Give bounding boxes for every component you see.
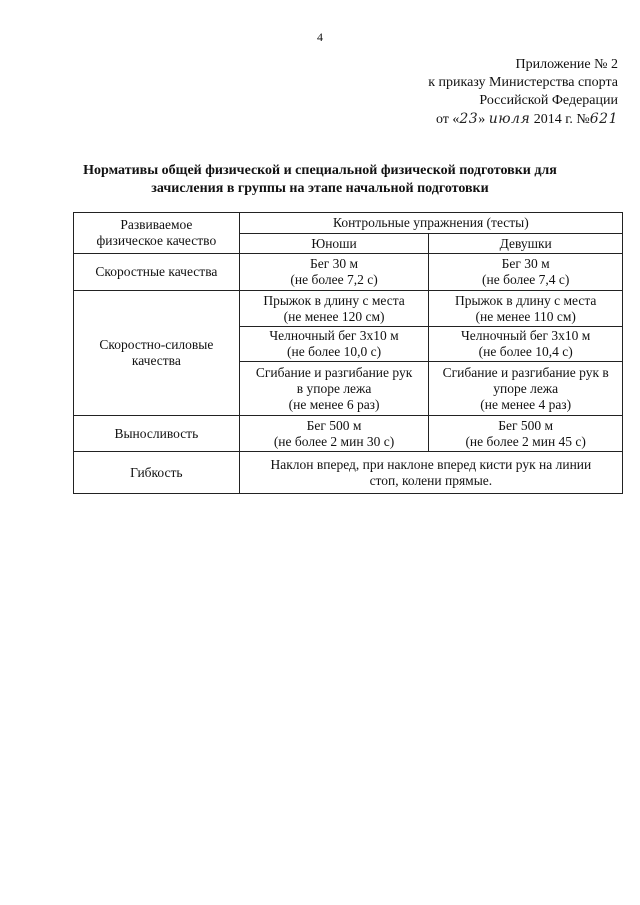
jump-boys — [239, 291, 429, 327]
quality-flexibility: Гибкость — [74, 452, 240, 494]
appendix-line-3: Российской Федерации — [479, 93, 618, 108]
header-quality-line-1: Развиваемое — [120, 217, 193, 232]
norms-table — [73, 212, 623, 494]
header-boys: Юноши — [239, 234, 429, 254]
date-month-handwritten: июля — [488, 111, 531, 127]
table-header-row — [74, 213, 623, 234]
cell-line: Бег 500 м — [306, 417, 362, 433]
table-row — [74, 416, 623, 452]
header-quality — [74, 213, 240, 254]
cell-line: Скоростно-силовые — [99, 337, 214, 352]
appendix-line-2: к приказу Министерства спорта — [428, 75, 618, 90]
appendix-header — [428, 56, 618, 129]
cell-line: (не более 7,4 с) — [482, 272, 570, 287]
cell-line: Прыжок в длину с места — [454, 292, 597, 308]
table-row — [74, 291, 623, 327]
cell-line: стоп, колени прямые. — [369, 472, 493, 488]
pushup-boys — [239, 362, 429, 416]
cell-line: Прыжок в длину с места — [263, 292, 405, 308]
page-number: 4 — [317, 30, 323, 44]
cell-line: Сгибание и разгибание рук в — [442, 364, 609, 380]
shuttle-girls — [429, 327, 623, 362]
header-tests: Контрольные упражнения (тесты) — [239, 213, 622, 234]
endurance-boys — [239, 416, 429, 452]
cell-line: (не менее 110 см) — [475, 308, 576, 324]
date-prefix: от « — [435, 112, 460, 127]
flexibility-both — [239, 452, 622, 494]
shuttle-boys — [239, 327, 429, 362]
date-day-handwritten: 23 — [459, 111, 479, 127]
cell-line: (не более 2 мин 45 с) — [465, 433, 586, 449]
order-number-handwritten: 621 — [589, 111, 618, 127]
cell-line: Бег 30 м — [501, 256, 550, 271]
cell-line: (не более 2 мин 30 с) — [273, 433, 395, 449]
cell-line: Челночный бег 3х10 м — [269, 328, 399, 343]
quality-endurance: Выносливость — [74, 416, 240, 452]
cell-line: (не более 10,0 с) — [287, 344, 382, 359]
cell-line: Бег 500 м — [498, 417, 554, 433]
cell-line: (не менее 4 раз) — [480, 396, 572, 412]
table-row — [74, 452, 623, 494]
cell-line: Сгибание и разгибание рук — [255, 364, 413, 380]
title-line-2: зачисления в группы на этапе начальной подготовки — [151, 181, 489, 196]
cell-line: Наклон вперед, при наклоне вперед кисти рук на линии — [270, 456, 592, 472]
cell-line: Челночный бег 3х10 м — [461, 328, 591, 343]
header-quality-line-2: физическое качество — [96, 233, 217, 248]
cell-line: упоре лежа — [493, 380, 559, 396]
cell-line: (не менее 120 см) — [283, 308, 385, 324]
speed-boys — [239, 254, 429, 291]
appendix-date-line — [428, 110, 618, 129]
jump-girls — [429, 291, 623, 327]
cell-line: (не более 10,4 с) — [478, 344, 573, 359]
document-title — [70, 162, 570, 198]
endurance-girls — [429, 416, 623, 452]
cell-line: Бег 30 м — [310, 256, 359, 271]
quality-speed-strength — [74, 291, 240, 416]
date-year: 2014 г. № — [530, 112, 590, 127]
pushup-girls — [429, 362, 623, 416]
quality-speed: Скоростные качества — [74, 254, 240, 291]
speed-girls — [429, 254, 623, 291]
appendix-line-1: Приложение № 2 — [515, 57, 618, 72]
table-row — [74, 254, 623, 291]
date-mid: » — [478, 112, 489, 127]
cell-line: (не менее 6 раз) — [288, 396, 380, 412]
cell-line: в упоре лежа — [296, 380, 372, 396]
title-line-1: Нормативы общей физической и специальной физической подготовки для — [83, 163, 557, 178]
cell-line: качества — [131, 353, 181, 368]
cell-line: (не более 7,2 с) — [290, 272, 378, 287]
header-girls: Девушки — [429, 234, 623, 254]
